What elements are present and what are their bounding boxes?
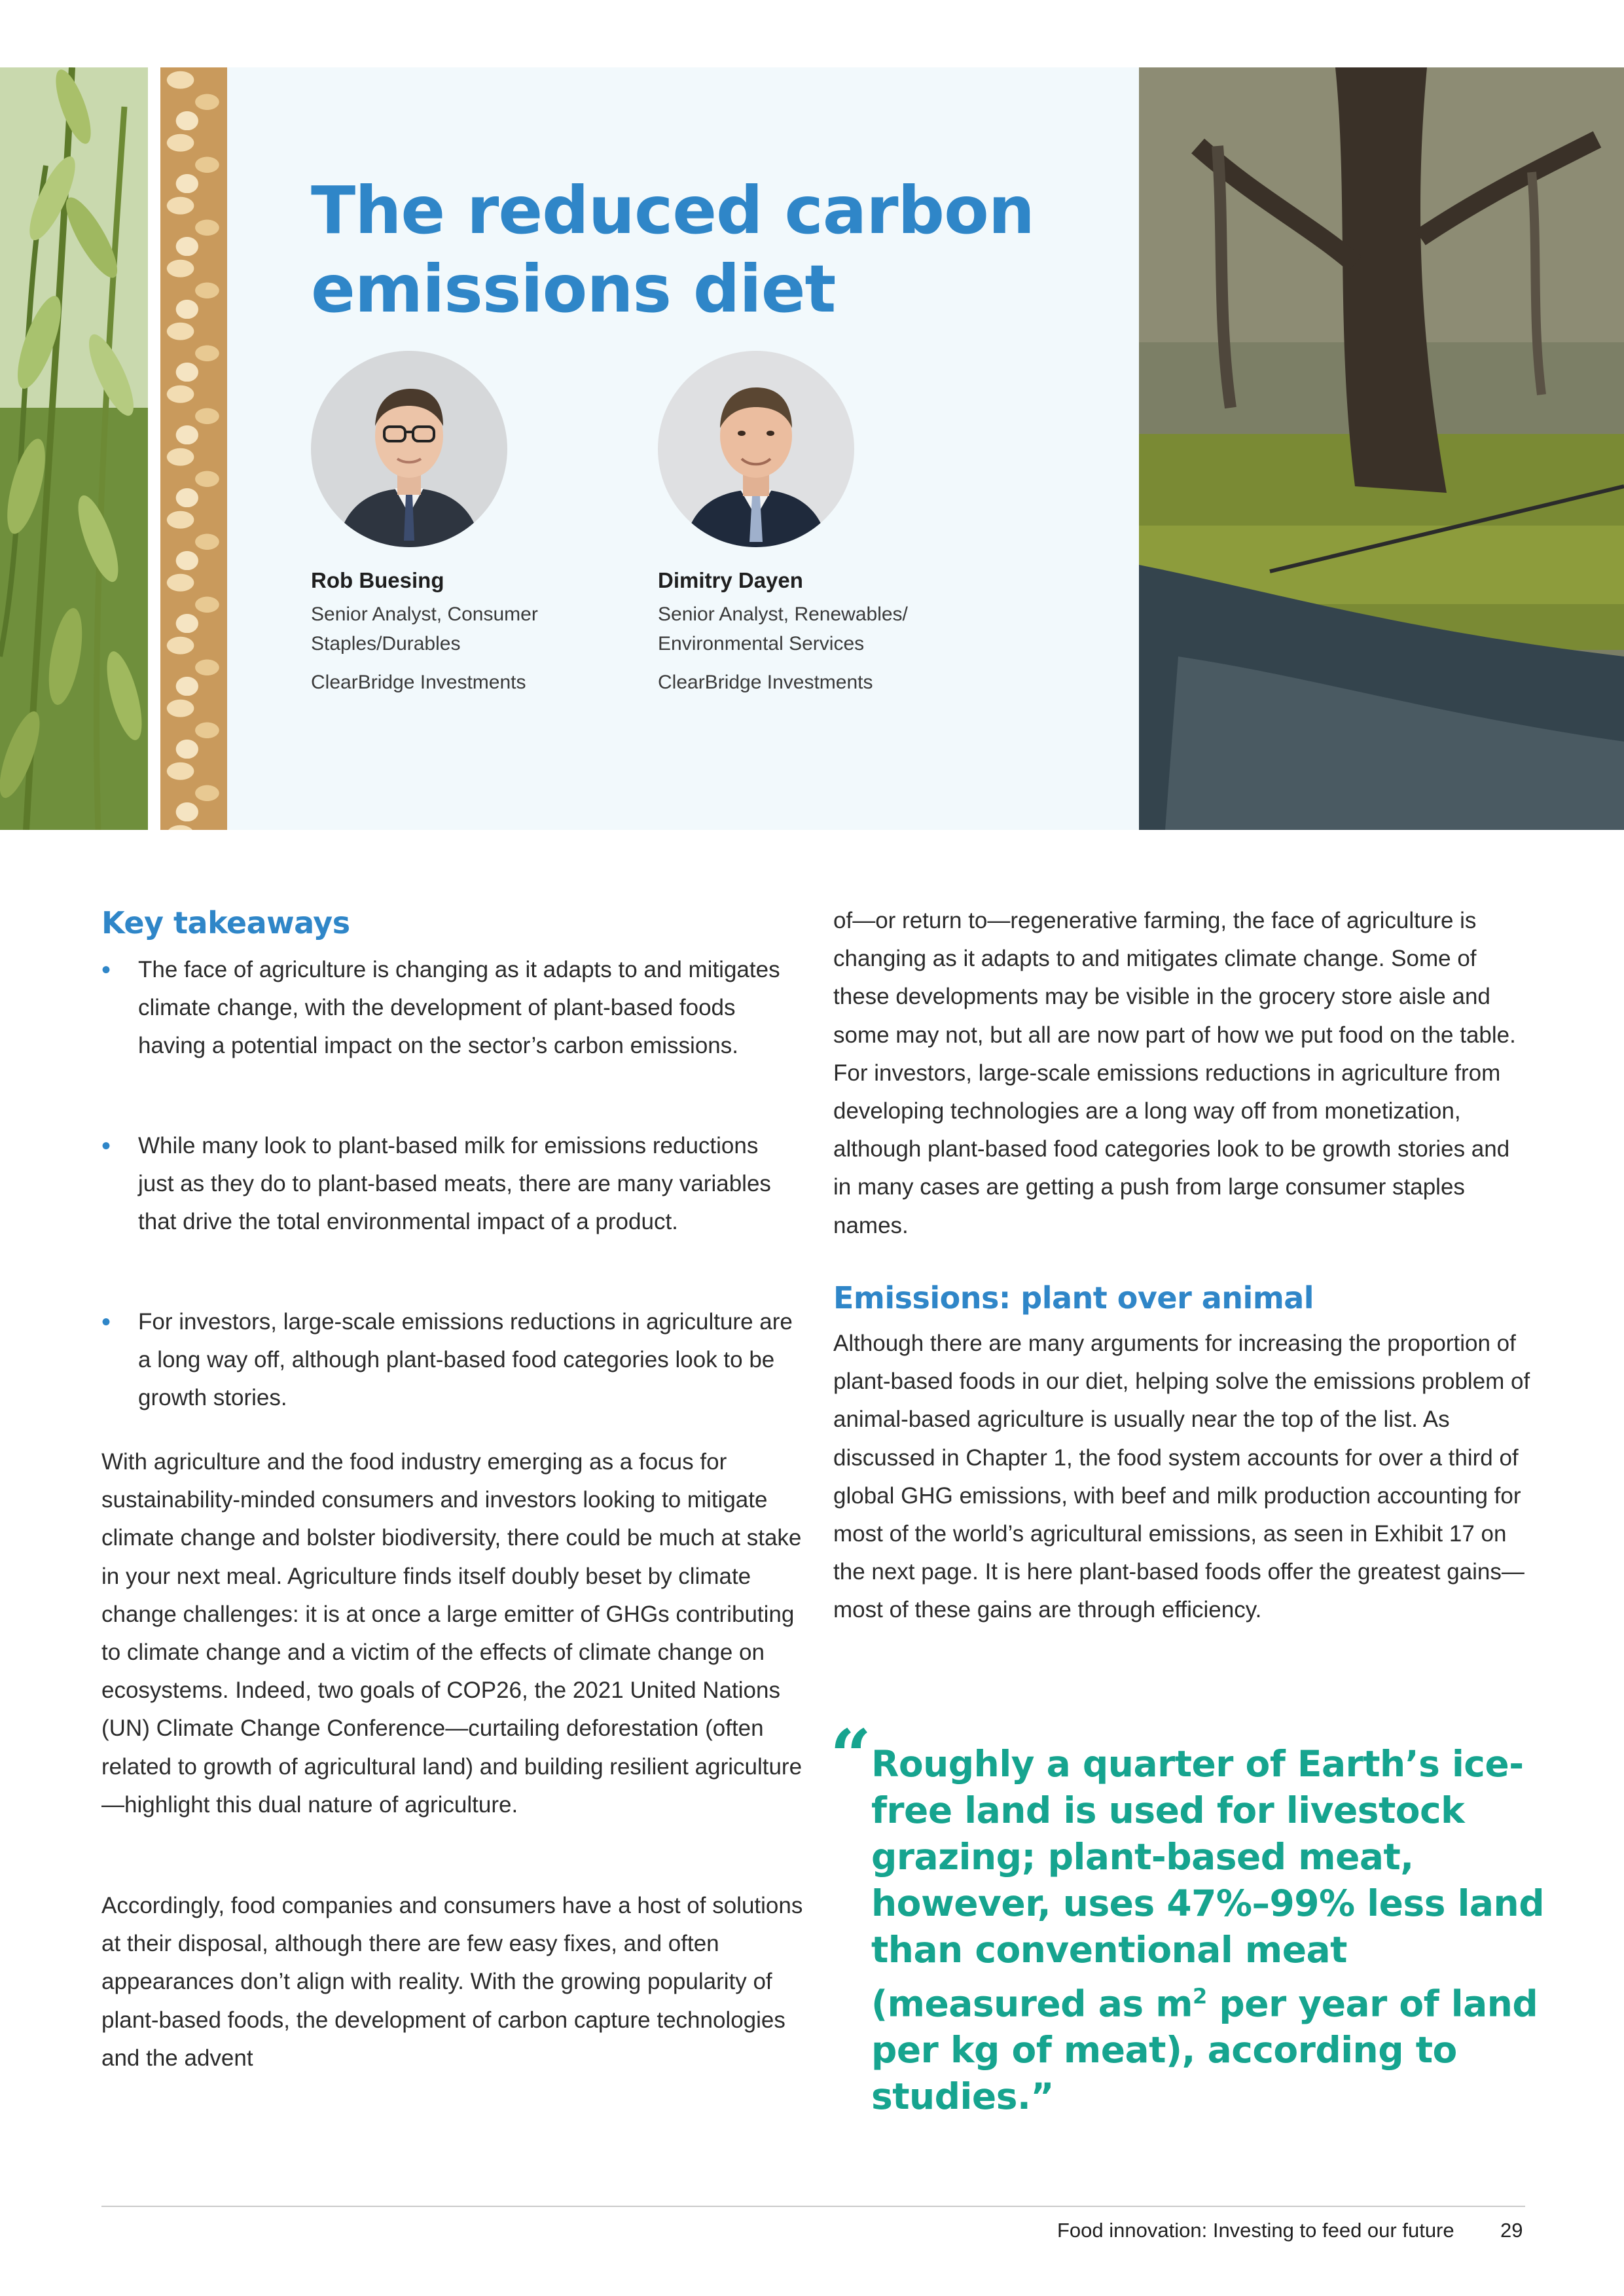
takeaway-text: For investors, large-scale emissions reductions in agriculture are a long way off, although plant-based food categories look to be growth stories. — [138, 1309, 793, 1410]
author-portrait — [658, 351, 854, 547]
emissions-heading: Emissions: plant over animal — [833, 1280, 1314, 1316]
oat-flakes-photo — [160, 67, 227, 830]
body-paragraph: of—or return to—regenerative farming, the face of agriculture is changing as it adapts to and mitigates climate change. Some of these developments may be visible in the grocery store aisle and some may not, but all are now part of how we put food on the table. For investors, large-scale emissions reductions in agriculture from developing technologies are a long way off from monetization, although plant-based food categories look to be growth stories and in many cases are getting a push from large consumer staples names. — [833, 908, 1516, 1238]
page-title — [311, 171, 1096, 329]
author-1-role: Senior Analyst, Consumer Staples/Durables — [311, 603, 538, 655]
footer-divider — [101, 2206, 1525, 2207]
takeaway-text: While many look to plant-based milk for emissions reductions just as they do to plant-based meats, there are many variables that drive the total environmental impact of a product. — [138, 1133, 771, 1234]
author-1-organization: ClearBridge Investments — [311, 672, 526, 693]
page-title-line-1: The reduced carbon — [311, 172, 1034, 249]
bullet-dot-icon: • — [101, 1132, 111, 1160]
pull-quote-superscript: 2 — [1193, 1984, 1207, 2009]
author-2-name: Dimitry Dayen — [658, 568, 803, 592]
author-avatar-rob-buesing — [311, 351, 507, 547]
pull-quote-text-end: per year of land per kg of meat), according to studies.” — [871, 1982, 1538, 2118]
orchard-illustration — [1139, 67, 1624, 830]
author-2-role: Senior Analyst, Renewables/ Environmental Services — [658, 603, 908, 655]
body-paragraph: With agriculture and the food industry emerging as a focus for sustainability-minded consumers and investors looking to mitigate climate change and bolster biodiversity, there could be much at stake in your next meal. Agriculture finds itself doubly beset by climate change challenges: it is at once a large emitter of GHGs contributing to climate change and a victim of the effects of climate change on ecosystems. Indeed, two goals of COP26, the 2021 United Nations (UN) Climate Change Conference—curtailing deforestation (often related to growth of agricultural land) and building resilient agriculture—highlight this dual nature of agriculture. — [101, 1449, 803, 1818]
takeaway-text: The face of agriculture is changing as it adapts to and mitigates climate change, with the development of plant-based foods having a potential impact on the sector’s carbon emissions. — [138, 957, 780, 1058]
author-1-name: Rob Buesing — [311, 568, 444, 592]
body-paragraph: Although there are many arguments for increasing the proportion of plant-based foods in our diet, helping solve the emissions problem of animal-based agriculture is usually near the top of the list. As discussed in Chapter 1, the food system accounts for over a third of global GHG emissions, with beef and milk production accounting for most of the world’s agricultural emissions, as seen in Exhibit 17 on the next page. It is here plant-based foods offer the greatest gains—most of these gains are through efficiency. — [833, 1331, 1530, 1623]
page-title-line-2: emissions diet — [311, 251, 836, 327]
takeaway-bullet — [101, 1127, 795, 1241]
orchard-photo — [1139, 67, 1624, 830]
author-portrait — [311, 351, 507, 547]
author-2-organization: ClearBridge Investments — [658, 672, 873, 693]
bullet-dot-icon: • — [101, 1308, 111, 1336]
bullet-dot-icon: • — [101, 956, 111, 984]
takeaway-bullet — [101, 1303, 795, 1417]
pull-quote — [871, 1741, 1565, 2120]
footer-publication-title: Food innovation: Investing to feed our future — [1057, 2219, 1454, 2242]
body-paragraph: Accordingly, food companies and consumers have a host of solutions at their disposal, although there are few easy fixes, and often appearances don’t align with reality. With the growing popularity of plant-based foods, the development of carbon capture technologies and the advent — [101, 1893, 803, 2071]
oat-stalks-illustration — [0, 67, 148, 830]
takeaway-bullet — [101, 951, 795, 1065]
pull-quote-text: Roughly a quarter of Earth’s ice-free land is used for livestock grazing; plant-based meat, however, uses 47%–99% less land than conventional meat (measured as m — [871, 1743, 1545, 2025]
page-number: 29 — [1500, 2219, 1523, 2242]
oat-stalks-photo — [0, 67, 148, 830]
key-takeaways-heading: Key takeaways — [101, 905, 350, 941]
author-avatar-dimitry-dayen — [658, 351, 854, 547]
quote-mark-icon: “ — [830, 1713, 872, 1798]
